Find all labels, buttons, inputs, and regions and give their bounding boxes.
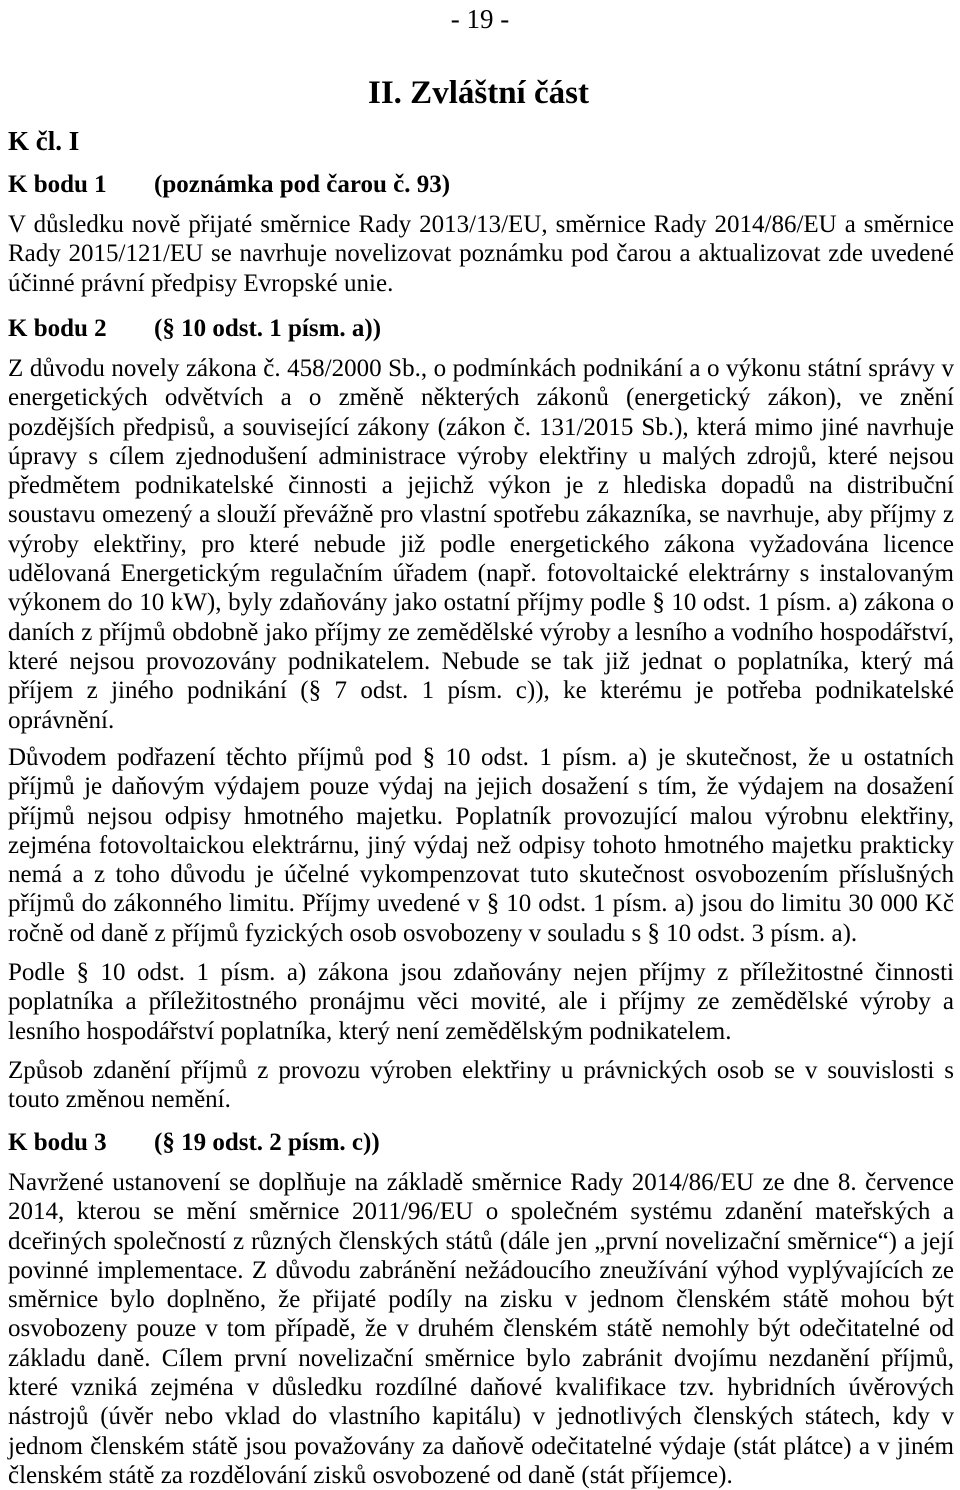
section-label: K bodu 3 xyxy=(8,1129,107,1156)
section-label: K bodu 1 xyxy=(8,171,107,198)
section-reference: (§ 19 odst. 2 písm. c)) xyxy=(154,1129,380,1156)
section-heading-1 xyxy=(8,170,451,200)
paragraph: Z důvodu novely zákona č. 458/2000 Sb., o podmínkách podnikání a o výkonu státní správy v energetických odvětvích a o změně některých zákonů (energetický zákon), ve znění pozdějších předpisů, a související zákony (zákon č. 131/2015 Sb.), která mimo jiné navrhuje úpravy s cílem zjednodušení administrace výroby elektřiny u malých zdrojů, které nejsou předmětem podnikatelské činnosti a jejichž výkon je z hlediska dopadů na distribuční soustavu omezený a slouží převážně pro vlastní spotřebu zákazníka, se navrhuje, aby příjmy z výroby elektřiny, pro které nebude již podle energetického zákona vyžadována licence udělovaná Energetickým regulačním úřadem (např. fotovoltaické elektrárny s instalovaným výkonem do 10 kW), byly zdaňovány jako ostatní příjmy podle § 10 odst. 1 písm. a) zákona o daních z příjmů obdobně jako příjmy ze zemědělské výroby a lesního a vodního hospodářství, které nejsou provozovány podnikatelem. Nebude se tak již jednat o poplatníka, který má příjem z jiného podnikání (§ 7 odst. 1 písm. c)), ke kterému je potřeba podnikatelské oprávnění. xyxy=(8,355,954,734)
paragraph: Způsob zdanění příjmů z provozu výroben elektřiny u právnických osob se v souvislosti s touto změnou nemění. xyxy=(8,1057,954,1114)
section-reference: (poznámka pod čarou č. 93) xyxy=(154,171,451,198)
paragraph: V důsledku nově přijaté směrnice Rady 2013/13/EU, směrnice Rady 2014/86/EU a směrnice Rady 2015/121/EU se navrhuje novelizovat poznámku pod čarou a aktualizovat zde uvedené účinné právní předpisy Evropské unie. xyxy=(8,211,954,297)
page-number: - 19 - xyxy=(450,4,510,34)
paragraph: Podle § 10 odst. 1 písm. a) zákona jsou zdaňovány nejen příjmy z příležitostné činnosti poplatníka a příležitostného pronájmu věci movité, ale i příjmy ze zemědělské výroby a lesního hospodářství poplatníka, který není zemědělským podnikatelem. xyxy=(8,959,954,1045)
section-heading-2 xyxy=(8,314,382,344)
section-label: K bodu 2 xyxy=(8,315,107,342)
part-title: II. Zvláštní část xyxy=(368,75,589,111)
article-heading: K čl. I xyxy=(8,126,80,156)
paragraph: Důvodem podřazení těchto příjmů pod § 10 odst. 1 písm. a) je skutečnost, že u ostatních příjmů je daňovým výdajem pouze výdaj na jejich dosažení s tím, že výdajem na dosažení příjmů nejsou odpisy hmotného majetku. Poplatník provozující malou výrobnu elektřiny, zejména fotovoltaickou elektrárnu, jiný výdaj než odpisy tohoto hmotného majetku prakticky nemá a z toho důvodu je účelné vykompenzovat tuto skutečnost osvobozením příslušných příjmů do zákonného limitu. Příjmy uvedené v § 10 odst. 1 písm. a) jsou do limitu 30 000 Kč ročně od daně z příjmů fyzických osob osvobozeny v souladu s § 10 odst. 3 písm. a). xyxy=(8,744,954,947)
section-reference: (§ 10 odst. 1 písm. a)) xyxy=(154,315,382,342)
paragraph: Navržené ustanovení se doplňuje na základě směrnice Rady 2014/86/EU ze dne 8. července 2014, kterou se mění směrnice 2011/96/EU o společném systému zdanění mateřských a dceřiných společností z různých členských států (dále jen „první novelizační směrnice“) a její povinné implementace. Z důvodu zabránění nežádoucího zneužívání výhod vyplývajících ze směrnice bylo doplněno, že přijaté podíly na zisku v jednom členském státě mohou být osvobozeny pouze v tom případě, že v druhém členském státě nemohly být odečitatelné od základu daně. Cílem první novelizační směrnice bylo zabránit dvojímu nezdanění příjmů, které vzniká zejména v důsledku rozdílné daňové kvalifikace tzv. hybridních úvěrových nástrojů (úvěr nebo vklad do vlastního kapitálu) v jednotlivých členských státech, kdy v jednom členském státě jsou považovány za daňově odečitatelné výdaje (stát plátce) a v jiném členském státě za rozdělování zisků osvobozené od daně (stát příjemce). xyxy=(8,1169,954,1489)
section-heading-3 xyxy=(8,1128,380,1158)
